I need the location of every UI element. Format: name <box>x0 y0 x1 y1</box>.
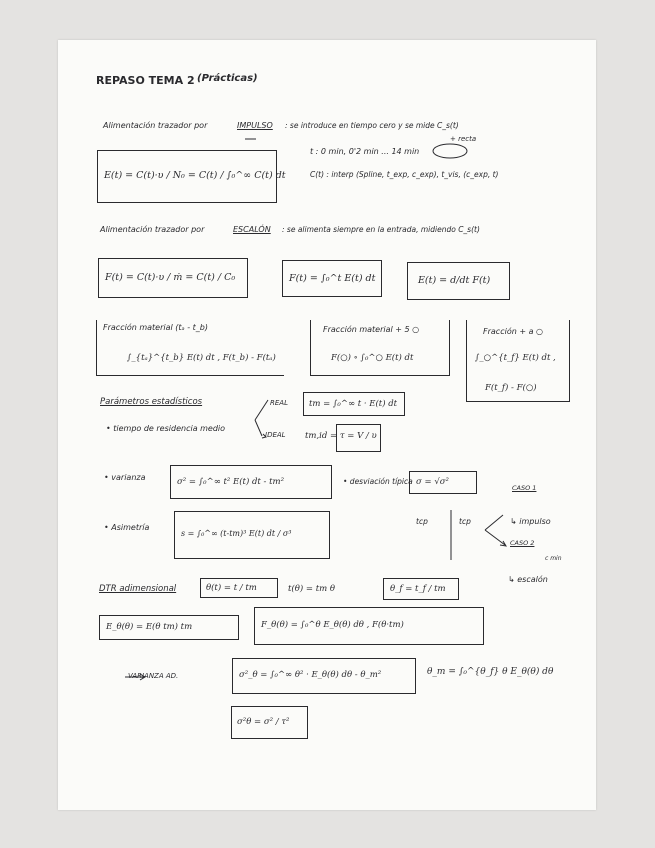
ideal-arrowhead <box>262 434 266 438</box>
varianza-ad-label: VARIANZA AD. <box>128 672 179 680</box>
desviacion-formula: σ = √σ² <box>416 477 449 487</box>
caso-1-arrow <box>485 515 503 530</box>
asimetria-formula: s = ∫₀^∞ (t-tm)³ E(t) dt / σ³ <box>181 529 292 538</box>
dtr-theta: θ(t) = t / tm <box>206 583 257 593</box>
escalon-description: : se alimenta siempre en la entrada, midiendo C_s(t) <box>282 225 480 234</box>
impulso-description: : se introduce en tiempo cero y se mide C_s(t) <box>285 121 459 130</box>
varianza-formula: σ² = ∫₀^∞ t² E(t) dt - tm² <box>177 477 284 487</box>
varianza-arrow <box>125 674 145 680</box>
page-subtitle: (Prácticas) <box>197 73 258 84</box>
real-branch-line <box>255 400 268 420</box>
theta-m-formula: θ_m = ∫₀^{θ_f} θ E_θ(θ) dθ <box>427 667 554 677</box>
fraccion-b-formula: F(○) ∘ ∫₀^○ E(t) dt <box>331 353 414 363</box>
impulso-interp: C(t) : interp (Spline, t_exp, c_exp), t_vis, (c_exp, t) <box>310 170 499 179</box>
ideal-branch-line <box>255 420 262 436</box>
escalon-formula-1: F(t) = C(t)·υ / ṁ = C(t) / C₀ <box>105 272 236 283</box>
page-title: REPASO TEMA 2 <box>96 74 195 87</box>
impulso-keyword: IMPULSO <box>237 121 273 130</box>
caso-2-text: ↳ escalón <box>508 575 548 584</box>
dtr-heading: DTR adimensional <box>99 584 177 594</box>
varianza-label: • varianza <box>104 473 146 482</box>
estadisticos-heading: Parámetros estadísticos <box>100 397 203 407</box>
impulso-times: t : 0 min, 0'2 min ... 14 min <box>310 147 420 156</box>
tiempo-medio-label: • tiempo de residencia medio <box>106 424 226 433</box>
impulso-prefix: Alimentación trazador por <box>103 121 208 130</box>
ideal-label: IDEAL <box>265 431 286 439</box>
asimetria-label: • Asimetría <box>104 523 150 532</box>
fraccion-a-label: Fracción material (tₐ - t_b) <box>103 323 208 332</box>
caso-2-note: c min <box>545 555 562 562</box>
f-theta-formula: F_θ(θ) = ∫₀^θ E_θ(θ) dθ , F(θ·tm) <box>261 620 404 630</box>
fraccion-c-label: Fracción + a ○ <box>483 327 543 336</box>
real-formula: tm = ∫₀^∞ t · E(t) dt <box>309 399 398 409</box>
circled-14min <box>433 144 467 158</box>
caso-1-text: ↳ impulso <box>510 517 551 526</box>
caso-2-label: CASO 2 <box>510 539 535 547</box>
fraccion-b-label: Fracción material + 5 ○ <box>323 325 420 334</box>
fraccion-c-formula-2: F(t_f) - F(○) <box>485 383 537 393</box>
impulso-formula: E(t) = C(t)·υ / N₀ = C(t) / ∫₀^∞ C(t) dt <box>104 170 286 181</box>
escalon-formula-3: E(t) = d/dt F(t) <box>418 275 491 286</box>
dtr-t-of-theta: t(θ) = tm θ <box>288 584 335 594</box>
fraccion-c-formula: ∫_○^{t_f} E(t) dt , <box>475 353 556 363</box>
tcp-sub-label: tcp <box>459 517 471 526</box>
dtr-theta-f: θ_f = t_f / tm <box>390 584 446 594</box>
desviacion-label: • desviación típica <box>343 477 413 486</box>
sigma-theta-formula: σ²θ = σ² / τ² <box>237 717 290 727</box>
varianza-ad-formula: σ²_θ = ∫₀^∞ θ² · E_θ(θ) dθ - θ_m² <box>239 670 382 680</box>
tcp-label: tcp <box>416 517 428 526</box>
impulso-note: + recta <box>450 135 477 143</box>
ideal-formula: tm,id = τ = V / υ <box>305 431 377 441</box>
escalon-prefix: Alimentación trazador por <box>100 225 205 234</box>
fraccion-a-formula: ∫_{tₐ}^{t_b} E(t) dt , F(t_b) - F(tₐ) <box>127 353 276 363</box>
caso-2-arrow <box>485 530 505 545</box>
escalon-keyword: ESCALÓN <box>233 225 271 234</box>
caso-1-label: CASO 1 <box>512 484 537 492</box>
e-theta-formula: E_θ(θ) = E(θ tm) tm <box>106 622 193 632</box>
real-label: REAL <box>270 399 288 407</box>
escalon-formula-2: F(t) = ∫₀^t E(t) dt <box>289 273 376 284</box>
